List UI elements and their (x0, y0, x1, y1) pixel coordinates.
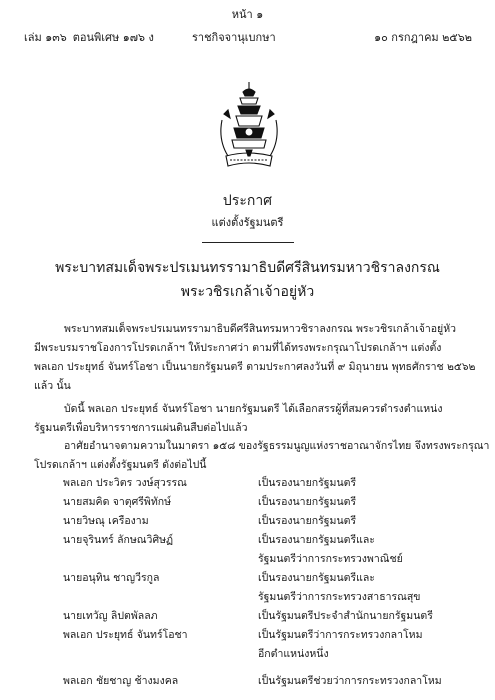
volume-label: เล่ม ๑๓๖ (24, 31, 67, 44)
announcement-title: ประกาศ (222, 193, 273, 209)
royal-emblem-icon (216, 80, 282, 174)
issue-info (24, 28, 154, 46)
gazette-header (24, 28, 472, 46)
announcement-subtitle: แต่งตั้งรัฐมนตรี (211, 216, 284, 229)
paragraph-line: อาศัยอำนาจตามความในมาตรา ๑๕๘ ของรัฐธรรมนูญแห่งราชอาณาจักรไทย จึงทรงพระกรุณา (64, 440, 490, 452)
appointee-position: เป็นรัฐมนตรีประจำสำนักนายกรัฐมนตรี (258, 610, 433, 622)
title-divider (202, 242, 294, 243)
issue-date: ๑๐ กรกฎาคม ๒๕๖๒ (374, 31, 472, 44)
appointee-position-cont: รัฐมนตรีว่าการกระทรวงพาณิชย์ (258, 553, 403, 565)
appointee-position: เป็นรองนายกรัฐมนตรีและ (258, 572, 375, 584)
gazette-name: ราชกิจจานุเบกษา (192, 31, 276, 44)
appointee-name: นายอนุทิน ชาญวีรกูล (63, 572, 160, 584)
appointee-position: เป็นรองนายกรัฐมนตรี (258, 496, 357, 508)
appointee-name: พลเอก ประวิตร วงษ์สุวรรณ (63, 477, 187, 489)
paragraph-line: พระบาทสมเด็จพระปรเมนทรรามาธิบดีศรีสินทรมหาวชิราลงกรณ พระวชิรเกล้าเจ้าอยู่หัว (64, 323, 457, 335)
paragraph-line: มีพระบรมราชโองการโปรดเกล้าฯ ให้ประกาศว่า ตามที่ได้ทรงพระกรุณาโปรดเกล้าฯ แต่งตั้ง (34, 342, 442, 354)
section-label: ตอนพิเศษ ๑๗๖ ง (72, 31, 154, 44)
paragraph-line: แล้ว นั้น (34, 380, 71, 392)
appointee-name: นายจุรินทร์ ลักษณวิศิษฏ์ (63, 534, 174, 546)
appointee-position-cont: รัฐมนตรีว่าการกระทรวงสาธารณสุข (258, 591, 421, 603)
appointee-name: พลเอก ชัยชาญ ช้างมงคล (63, 675, 179, 687)
paragraph-3 (34, 437, 490, 475)
paragraph-line: พลเอก ประยุทธ์ จันทร์โอชา เป็นนายกรัฐมนตรี ตามประกาศลงวันที่ ๙ มิถุนายน พุทธศักราช ๒๕๖๒ (34, 361, 476, 373)
king-title-line-2: พระวชิรเกล้าเจ้าอยู่หัว (180, 284, 315, 300)
appointee-name: พลเอก ประยุทธ์ จันทร์โอชา (63, 629, 188, 641)
appointee-position-cont: อีกตำแหน่งหนึ่ง (258, 648, 329, 660)
paragraph-line: บัดนี้ พลเอก ประยุทธ์ จันทร์โอชา นายกรัฐมนตรี ได้เลือกสรรผู้ที่สมควรดำรงตำแหน่ง (64, 403, 443, 415)
king-title-line-1: พระบาทสมเด็จพระปรเมนทรรามาธิบดีศรีสินทรมหาวชิราลงกรณ (55, 260, 440, 276)
appointee-name: นายเทวัญ ลิปตพัลลภ (63, 610, 158, 622)
paragraph-2 (34, 400, 474, 438)
appointee-name: นายสมคิด จาตุศรีพิทักษ์ (63, 496, 172, 508)
page-number: หน้า ๑ (231, 8, 264, 21)
appointee-position: เป็นรองนายกรัฐมนตรี (258, 515, 357, 527)
appointee-position: เป็นรองนายกรัฐมนตรีและ (258, 534, 375, 546)
appointee-position: เป็นรัฐมนตรีช่วยว่าการกระทรวงกลาโหม (258, 675, 442, 687)
paragraph-line: รัฐมนตรีเพื่อบริหารราชการแผ่นดินสืบต่อไปแล้ว (34, 422, 248, 434)
appointee-name: นายวิษณุ เครืองาม (63, 515, 149, 527)
paragraph-line: โปรดเกล้าฯ แต่งตั้งรัฐมนตรี ดังต่อไปนี้ (34, 459, 207, 471)
paragraph-1 (34, 320, 474, 396)
appointee-position: เป็นรองนายกรัฐมนตรี (258, 477, 357, 489)
appointee-position: เป็นรัฐมนตรีว่าการกระทรวงกลาโหม (258, 629, 423, 641)
